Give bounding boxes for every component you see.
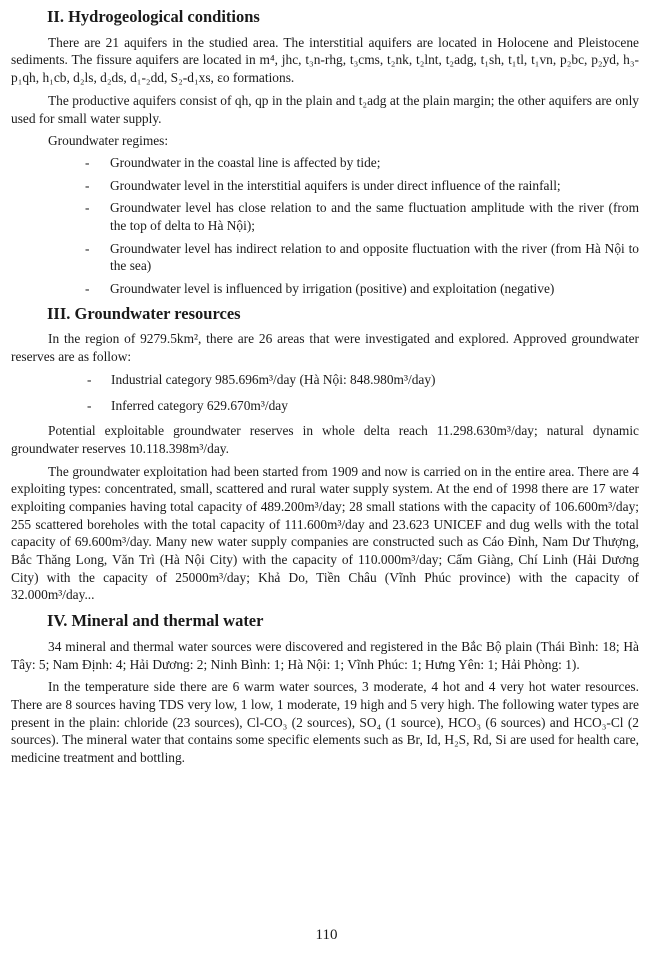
section-heading-mineral-thermal: IV. Mineral and thermal water xyxy=(47,611,264,631)
paragraph-exploitation: The groundwater exploitation had been started from 1909 and now is carried on in the entire area. There are 4 exploiting types: concentrated, small, scattered and rural water supply system. At the end of 1998 there are 17 water exploiting companies having total capacity of 489.200m³/day; 28 small stations with the capacity of 106.600m³/day; 255 scattered boreholes with the total capacity of 111.600m³/day and 23.623 UNICEF and dug wells with the total capacity of 69.600m³/day. Many new water supply companies are constructed such as Cáo Đỉnh, Nam Dư Thượng, Bắc Thăng Long, Văn Trì (Hà Nội City) with the capacity of 110.000m³/day; Cẩm Giàng, Chí Linh (Hải Dương City) with the capacity of 25000m³/day; Khả Do, Tiền Châu (Vĩnh Phúc province) with the capacity of 32.000m³/day... xyxy=(11,463,639,603)
page-number: 110 xyxy=(315,927,338,943)
dash-bullet: - xyxy=(87,371,92,387)
list-item: - Groundwater level in the interstitial aquifers is under direct influence of the rainfall; xyxy=(85,177,561,193)
list-item: - Inferred category 629.670m³/day xyxy=(87,397,288,413)
paragraph-potential-reserves: Potential exploitable groundwater reserves in whole delta reach 11.298.630m³/day; natural dynamic groundwater reserves 10.118.398m³/day. xyxy=(11,423,639,456)
regimes-intro: Groundwater regimes: xyxy=(48,133,169,149)
dash-bullet: - xyxy=(85,200,90,216)
dash-bullet: - xyxy=(85,240,90,256)
dash-bullet: - xyxy=(85,281,90,297)
section-heading-hydrogeological: II. Hydrogeological conditions xyxy=(47,7,260,26)
list-item: - Groundwater level is influenced by irrigation (positive) and exploitation (negative) xyxy=(85,281,555,297)
paragraph-region: In the region of 9279.5km², there are 26 areas that were investigated and explored. Approved groundwater reserves are as follow: xyxy=(11,331,639,365)
list-item: - Groundwater level has close relation to and the same fluctuation amplitude with the river (from the top of delta to Hà Nội); xyxy=(85,200,639,233)
list-item: - Groundwater in the coastal line is affected by tide; xyxy=(85,154,381,170)
reserves-list xyxy=(11,371,639,414)
paragraph-productive-aquifers: The productive aquifers consist of qh, qp in the plain and t₂adg at the plain margin; the other aquifers are only used for small water supply. xyxy=(11,92,639,126)
paragraph-temperature: In the temperature side there are 6 warm water sources, 3 moderate, 4 hot and 4 very hot water resources. There are 8 sources having TDS very low, 1 low, 1 moderate, 19 high and 5 very high. The following water types are present in the plain: chloride (23 sources), Cl-CO₃ (2 sources), SO₄ (1 source), HCO₃ (6 sources) and HCO₃-Cl (2 sources). The mineral water that contains some specific elements such as Br, Id, H₂S, Rd, Si are used for health care, medicine treatment and bottling. xyxy=(11,679,639,765)
paragraph-aquifers: There are 21 aquifers in the studied area. The interstitial aquifers are located in Holocene and Pleistocene sediments. The fissure aquifers are located in m⁴, jhc, t₃n-rhg, t₃cms, t₂nk, t₂lnt, t₂adg, t₁sh, t₁tl, t₁vn, p₂bc, p₂yd, h₃-p₁qh, h₁cb, d₂ls, d₂ds, d₁-₂dd, S₂-d₁xs, εo formations. xyxy=(11,34,639,86)
dash-bullet: - xyxy=(85,177,90,193)
list-item: - Industrial category 985.696m³/day (Hà Nội: 848.980m³/day) xyxy=(87,371,436,387)
dash-bullet: - xyxy=(87,397,92,413)
paragraph-mineral-sources: 34 mineral and thermal water sources were discovered and registered in the Bắc Bộ plain (Thái Bình: 18; Hà Tây: 5; Nam Định: 4; Hải Dương: 2; Ninh Bình: 1; Hà Nội: 1; Vĩnh Phúc: 1; Hưng Yên: 1; Hải Phòng: 1). xyxy=(11,638,639,672)
list-item: - Groundwater level has indirect relation to and opposite fluctuation with the river (from Hà Nội to the sea) xyxy=(85,240,639,274)
dash-bullet: - xyxy=(85,154,90,170)
section-heading-groundwater-resources: III. Groundwater resources xyxy=(47,303,241,323)
regimes-list xyxy=(11,154,639,298)
